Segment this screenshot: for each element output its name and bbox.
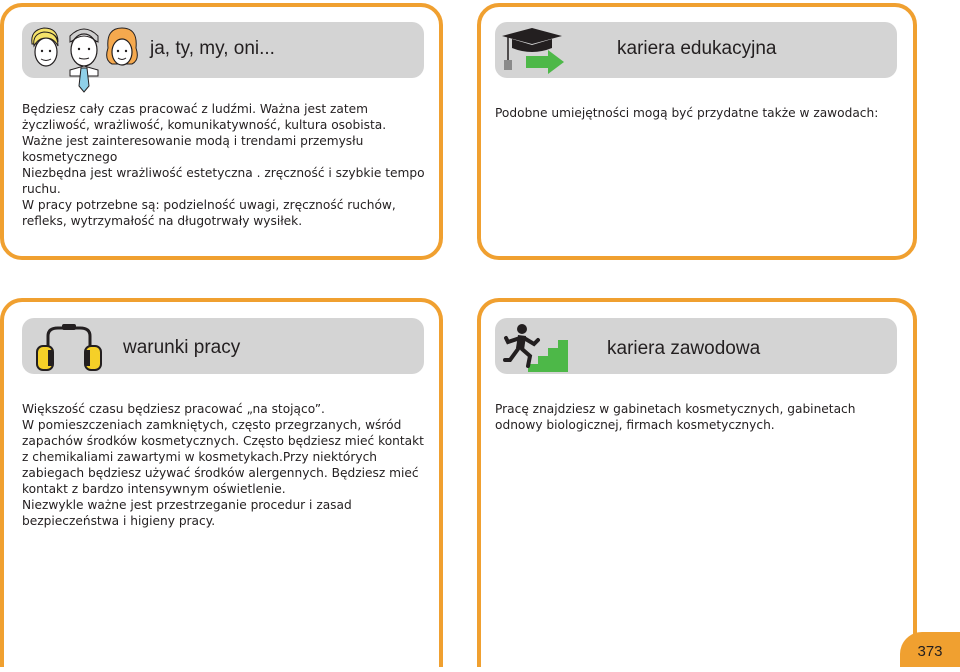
card-education-body <box>495 105 899 121</box>
people-faces-icon <box>26 22 144 94</box>
card-career-body <box>495 401 899 433</box>
card-career-paragraph: Pracę znajdziesz w gabinetach kosmetycznych, gabinetach odnowy biologicznej, firmach kosmetycznych. <box>495 402 856 432</box>
card-people-body <box>22 101 426 229</box>
card-conditions-title: warunki pracy <box>123 337 241 358</box>
page-number: 373 <box>900 632 960 667</box>
card-education-title: kariera edukacyjna <box>617 38 777 59</box>
card-career-title: kariera zawodowa <box>607 338 761 359</box>
card-people-paragraph: Ważne jest zainteresowanie modą i trendami przemysłu kosmetycznego <box>22 134 364 164</box>
card-conditions-body <box>22 401 426 529</box>
ear-protectors-icon <box>34 322 104 372</box>
card-conditions-paragraph: Niezwykle ważne jest przestrzeganie procedur i zasad bezpieczeństwa i higieny pracy. <box>22 498 352 528</box>
card-people-title: ja, ty, my, oni... <box>150 38 275 59</box>
card-conditions-paragraph: W pomieszczeniach zamkniętych, często przegrzanych, wśród zapachów środków kosmetycznych. Często będziesz mieć kontakt z chemikaliami zawartymi w kosmetykach.Przy niektórych zabiegach będziesz używać środków alergennych. Będziesz mieć kontakt z bardzo intensywnym oświetlenie. <box>22 418 424 496</box>
graduation-cap-arrow-icon <box>498 24 570 76</box>
card-education-paragraph: Podobne umiejętności mogą być przydatne także w zawodach: <box>495 106 879 120</box>
card-people-paragraph: Niezbędna jest wrażliwość estetyczna . zręczność i szybkie tempo ruchu. <box>22 166 425 196</box>
stairs-climber-icon <box>502 322 570 374</box>
card-people-paragraph: Będziesz cały czas pracować z ludźmi. Ważna jest zatem życzliwość, wrażliwość, komunikatywność, kultura osobista. <box>22 102 387 132</box>
card-conditions-paragraph: Większość czasu będziesz pracować „na stojąco”. <box>22 402 325 416</box>
card-people-paragraph: W pracy potrzebne są: podzielność uwagi, zręczność ruchów, refleks, wytrzymałość na długotrwały wysiłek. <box>22 198 396 228</box>
